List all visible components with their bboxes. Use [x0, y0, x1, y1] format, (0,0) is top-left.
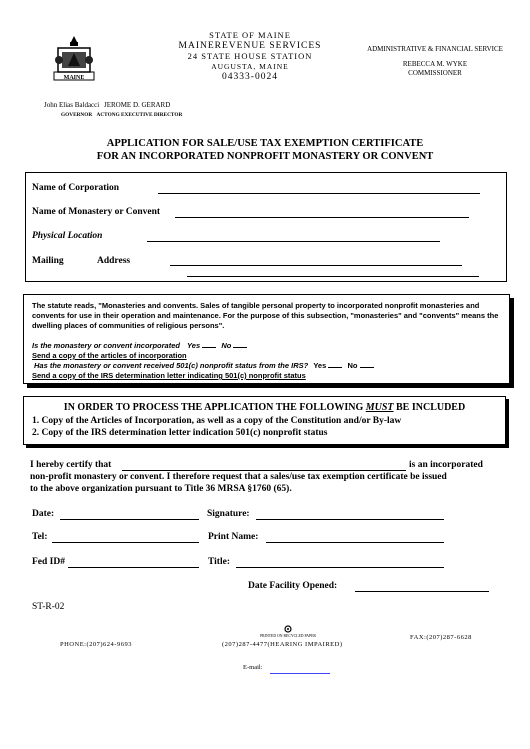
certify-organization-field[interactable] [122, 470, 406, 471]
date-label: Date: [32, 509, 55, 519]
form-title-line1: APPLICATION FOR SALE/USE TAX EXEMPTION CERTIFICATE [106, 138, 424, 149]
question-501c-text: Has the monastery or convent received 501(c) nonprofit status from the IRS? [34, 361, 309, 370]
yes-label-1: Yes [187, 341, 201, 350]
certify-text-a: I hereby certify that [30, 460, 112, 470]
certify-text-d: to the above organization pursuant to Title 36 MRSA §1760 (65). [30, 484, 292, 494]
director-name: JEROME D. GERARD [103, 101, 171, 109]
requirement-item-2: 2. Copy of the IRS determination letter indication 501(c) nonprofit status [32, 428, 328, 438]
certify-text-b: is an incorporated [409, 460, 483, 470]
header-agency-block [150, 30, 350, 83]
officials-names [44, 101, 170, 109]
officials-titles [61, 112, 182, 118]
date-field[interactable] [60, 519, 199, 520]
form-number: ST-R-02 [32, 602, 65, 612]
no-label-2: No [347, 361, 358, 370]
question-incorporated-text: Is the monastery or convent incorporated [32, 341, 180, 350]
hearing-impaired-number: (207)287-4477(HEARING IMPAIRED) [222, 641, 343, 648]
requirements-heading [24, 402, 505, 413]
director-title: ACTONG EXECUTIVE DIRECTOR [96, 112, 183, 118]
email-label: E-mail: [243, 664, 263, 671]
no-blank-2[interactable] [360, 367, 374, 368]
no-label-1: No [221, 341, 232, 350]
header-state: STATE OF MAINE [209, 30, 291, 40]
question-501c [34, 361, 374, 370]
requirements-heading-b: BE INCLUDED [396, 402, 466, 413]
header-agency: MAINEREVENUE SERVICES [178, 40, 322, 51]
phone-number: PHONE:(207)624-9693 [60, 641, 132, 648]
recycle-icon [284, 625, 292, 633]
header-city: AUGUSTA, MAINE [211, 61, 289, 71]
corporation-label: Name of Corporation [32, 183, 120, 193]
header-dept: ADMINISTRATIVE & FINANCIAL SERVICE [367, 45, 503, 53]
send-irs-note: Send a copy of the IRS determination letter indicating 501(c) nonprofit status [32, 371, 306, 380]
requirements-heading-must: MUST [365, 402, 394, 413]
form-title-line2: FOR AN INCORPORATED NONPROFIT MONASTERY OR CONVENT [96, 151, 434, 162]
form-title [0, 137, 530, 163]
address-label: Address [97, 256, 131, 266]
state-seal-image [52, 34, 96, 82]
print-name-label: Print Name: [208, 532, 259, 542]
certify-text-c: non-profit monastery or convent. I therefore request that a sales/use tax exemption certificate be issued [30, 472, 447, 482]
signature-label: Signature: [207, 509, 250, 519]
mailing-address-field-2[interactable] [187, 276, 479, 277]
physical-location-field[interactable] [147, 241, 440, 242]
monastery-label: Name of Monastery or Convent [32, 207, 161, 217]
title-field[interactable] [236, 567, 444, 568]
title-label: Title: [208, 557, 230, 567]
header-address: 24 STATE HOUSE STATION [187, 51, 313, 61]
requirement-item-1: 1. Copy of the Articles of Incorporation, as well as a copy of the Constitution and/or By-law [32, 416, 402, 426]
send-articles-note: Send a copy of the articles of incorporation [32, 351, 187, 360]
tel-label: Tel: [32, 532, 48, 542]
question-incorporated [32, 341, 247, 350]
governor-name: John Elias Baldacci [44, 101, 100, 109]
commissioner-name: REBECCA M. WYKE [402, 60, 468, 68]
yes-label-2: Yes [313, 361, 327, 370]
signature-field[interactable] [256, 519, 444, 520]
fed-id-field[interactable] [68, 567, 199, 568]
print-name-field[interactable] [266, 542, 444, 543]
date-opened-field[interactable] [355, 591, 489, 592]
seal-text: MAINE [63, 75, 85, 81]
commissioner-title: COMMISSIONER [408, 69, 462, 77]
corporation-field[interactable] [158, 193, 480, 194]
physical-location-label: Physical Location [32, 231, 103, 241]
statute-text: The statute reads, "Monasteries and convents. Sales of tangible personal property to incorporated nonprofit monasteries and convents for use in their operation and maintenance. For the purpose of this subsection, "monasteries" and "convents" means the dwelling places of communities of religious persons". [32, 301, 499, 330]
date-opened-label: Date Facility Opened: [248, 581, 338, 591]
yes-blank-2[interactable] [328, 367, 342, 368]
statute-box [23, 294, 510, 384]
requirements-box [23, 396, 506, 445]
recycled-paper-note: PRINTED ON RECYCLED PAPER [260, 634, 316, 638]
monastery-field[interactable] [175, 217, 469, 218]
tel-field[interactable] [52, 542, 199, 543]
fax-number: FAX:(207)287-6628 [410, 634, 472, 641]
governor-title: GOVERNOR [61, 112, 93, 118]
yes-blank-1[interactable] [202, 347, 216, 348]
header-zip: 04333-0024 [222, 72, 278, 82]
requirements-heading-a: IN ORDER TO PROCESS THE APPLICATION THE FOLLOWING [63, 402, 364, 413]
mailing-address-field-1[interactable] [170, 265, 462, 266]
no-blank-1[interactable] [233, 347, 247, 348]
header-right-block [360, 45, 510, 78]
email-link[interactable] [270, 673, 330, 674]
fed-id-label: Fed ID# [32, 557, 65, 567]
mailing-label: Mailing [32, 256, 64, 266]
